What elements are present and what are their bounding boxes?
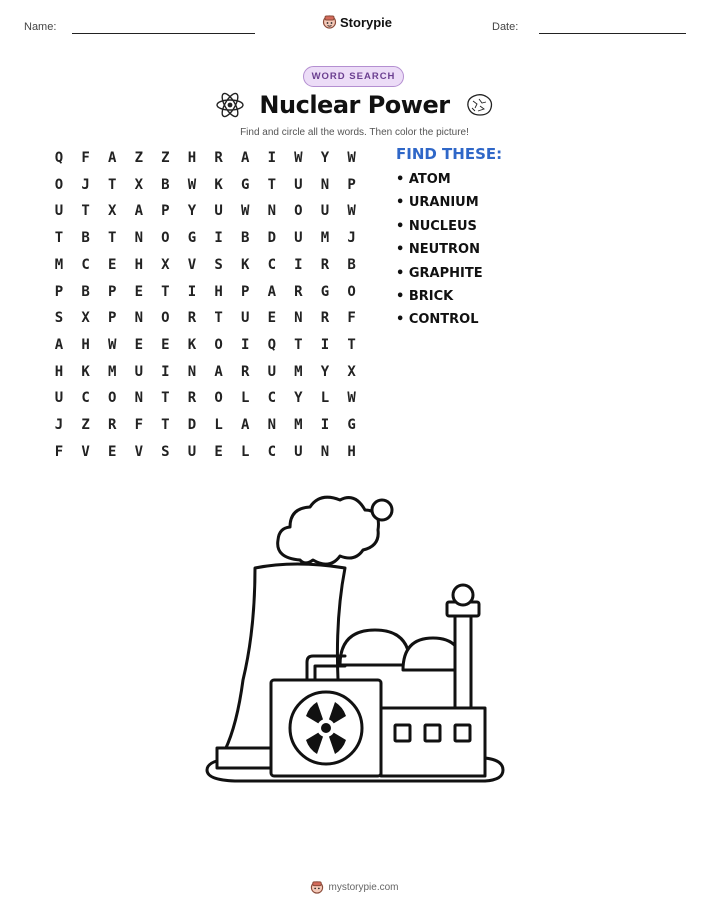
grid-letter[interactable]: O [161,310,170,327]
grid-letter[interactable]: V [81,443,90,460]
grid-letter[interactable]: U [320,203,330,220]
grid-letter[interactable]: T [294,336,303,353]
word-list-item: • BRICK [396,288,454,304]
grid-letter[interactable]: I [161,363,170,380]
grid-letter[interactable]: K [81,363,90,380]
window-2 [425,725,440,741]
smoke-puff [372,500,392,520]
grid-letter[interactable]: R [240,363,250,380]
grid-letter[interactable]: R [187,310,197,327]
grid-letter[interactable]: R [214,150,223,166]
grid-letter[interactable]: N [187,363,197,380]
window-1 [395,725,410,741]
grid-letter[interactable]: O [214,390,223,407]
grid-letter[interactable]: O [294,203,303,220]
grid-letter[interactable]: A [134,203,144,220]
grid-letter[interactable]: T [161,390,170,407]
atom-icon [215,90,245,120]
grid-letter[interactable]: O [161,230,170,247]
grid-letter[interactable]: T [107,176,117,193]
word-list-title: FIND THESE: [396,145,503,163]
grid-letter[interactable]: A [107,150,117,166]
word-list-item: • CONTROL [396,312,479,328]
grid-letter[interactable]: X [81,310,90,327]
grid-letter[interactable]: A [54,336,64,353]
grid-letter[interactable]: B [240,230,250,247]
instructions: Find and circle all the words. Then color the picture! [240,127,469,138]
brand-logo [322,14,392,30]
date-label: Date: [492,21,519,33]
grid-letter[interactable]: T [267,176,277,193]
grid-letter[interactable]: X [134,176,144,193]
grid-letter[interactable]: Y [320,363,330,380]
grid-letter[interactable]: A [267,283,277,300]
grid-letter[interactable]: B [347,256,356,273]
title-row [0,90,709,120]
grid-letter[interactable]: X [107,203,117,220]
grid-letter[interactable]: D [187,417,197,433]
page-title: Nuclear Power [259,91,450,119]
grid-letter[interactable]: R [320,310,330,327]
word-list-item: • URANIUM [396,195,479,211]
grid-letter[interactable]: O [107,390,117,407]
grid-letter[interactable]: U [54,203,64,220]
grid-letter[interactable]: K [214,176,223,193]
grid-letter[interactable]: P [161,203,170,220]
grid-letter[interactable]: N [320,176,330,193]
grid-letter[interactable]: I [267,150,277,166]
grid-letter[interactable]: J [347,230,356,247]
word-search-badge: WORD SEARCH [303,66,404,87]
grid-letter[interactable]: N [134,310,144,327]
grid-letter[interactable]: U [134,363,144,380]
grid-letter[interactable]: I [294,256,303,273]
grid-letter[interactable]: N [294,310,303,327]
grid-letter[interactable]: N [267,417,277,433]
grid-letter[interactable]: L [240,390,250,407]
grid-letter[interactable]: Y [294,390,303,407]
grid-letter[interactable]: M [294,417,303,433]
grid-letter[interactable]: R [320,256,330,273]
grid-letter[interactable]: U [214,203,223,220]
grid-letter[interactable]: E [267,310,277,327]
grid-letter[interactable]: Y [320,150,330,166]
grid-letter[interactable]: A [240,417,250,433]
grid-letter[interactable]: U [267,363,277,380]
grid-letter[interactable]: U [54,390,64,407]
grid-letter[interactable]: O [347,283,356,300]
grid-letter[interactable]: G [347,417,356,433]
grid-letter[interactable]: K [240,256,250,273]
grid-letter[interactable]: H [187,150,197,166]
grid-letter[interactable]: J [54,417,64,433]
word-list-item: • ATOM [396,172,451,187]
grid-letter[interactable]: Z [81,417,90,433]
grid-letter[interactable]: W [187,176,197,193]
grid-letter[interactable]: I [320,336,330,353]
grid-letter[interactable]: O [54,176,64,193]
grid-letter[interactable]: J [81,176,90,193]
grid-letter[interactable]: B [161,176,170,193]
grid-letter[interactable]: T [214,310,223,327]
footer [0,880,709,895]
grid-letter[interactable]: H [81,336,90,353]
footer-site[interactable]: mystorypie.com [328,882,399,893]
grid-letter[interactable]: N [134,230,144,247]
grid-letter[interactable]: A [240,150,250,166]
grid-letter[interactable]: C [267,443,277,460]
grid-letter[interactable]: H [214,283,223,300]
grid-letter[interactable]: C [81,256,90,273]
grid-letter[interactable]: C [267,256,277,273]
grid-letter[interactable]: O [214,336,223,353]
grid-letter[interactable]: M [294,363,303,380]
grid-letter[interactable]: V [187,256,197,273]
grid-letter[interactable]: Z [161,150,170,166]
grid-letter[interactable]: C [267,390,277,407]
grid-letter[interactable]: F [81,150,90,166]
grid-letter[interactable]: H [347,443,356,460]
grid-letter[interactable]: S [161,443,170,460]
grid-letter[interactable]: W [347,390,356,407]
rock-icon [464,92,494,118]
grid-letter[interactable]: T [81,203,90,220]
window-3 [455,725,470,741]
grid-letter[interactable]: T [107,230,117,247]
grid-letter[interactable]: G [240,176,250,193]
grid-letter[interactable]: E [107,443,117,460]
grid-letter[interactable]: R [187,390,197,407]
grid-letter[interactable]: B [81,230,90,247]
grid-letter[interactable]: R [107,417,117,433]
grid-letter[interactable]: L [240,443,250,460]
grid-letter[interactable]: M [54,256,64,273]
grid-letter[interactable]: N [134,390,144,407]
grid-letter[interactable]: M [107,363,117,380]
grid-letter[interactable]: P [240,283,250,300]
grid-letter[interactable]: L [320,390,330,407]
grid-letter[interactable]: T [54,230,64,247]
grid-letter[interactable]: I [320,417,330,433]
grid-letter[interactable]: N [267,203,277,220]
word-list [396,170,483,334]
grid-letter[interactable]: Z [134,150,144,166]
grid-letter[interactable]: M [320,230,330,247]
dome-left [340,630,410,665]
grid-letter[interactable]: U [294,176,303,193]
grid-letter[interactable]: U [294,443,303,460]
grid-letter[interactable]: B [81,283,90,300]
grid-letter[interactable]: L [214,417,223,433]
brand-name: Storypie [340,14,393,30]
grid-letter[interactable]: H [134,256,144,273]
grid-letter[interactable]: Q [267,336,277,353]
grid-letter[interactable]: Y [187,203,197,220]
grid-letter[interactable]: N [320,443,330,460]
grid-letter[interactable]: P [54,283,64,300]
grid-letter[interactable]: I [214,230,223,247]
grid-letter[interactable]: A [214,363,223,380]
date-line[interactable] [539,33,686,34]
grid-letter[interactable]: S [214,256,223,273]
grid-letter[interactable]: S [54,310,64,327]
grid-letter[interactable]: K [187,336,197,353]
grid-letter[interactable]: X [161,256,170,273]
grid-letter[interactable]: F [134,417,144,433]
grid-letter[interactable]: U [240,310,250,327]
grid-letter[interactable]: G [320,283,330,300]
grid-letter[interactable]: D [267,230,277,247]
grid-letter[interactable]: F [347,310,356,327]
grid-letter[interactable]: I [240,336,250,353]
storypie-mascot-icon [310,880,324,895]
word-list-item: • NEUTRON [396,242,480,258]
word-list-item: • GRAPHITE [396,265,483,281]
grid-letter[interactable]: E [214,443,223,460]
grid-letter[interactable]: W [294,150,303,166]
name-label: Name: [24,21,57,33]
chimney-top [453,585,473,605]
grid-letter[interactable]: P [347,176,356,193]
grid-letter[interactable]: W [347,150,356,166]
grid-letter[interactable]: I [187,283,197,300]
grid-letter[interactable]: P [107,310,117,327]
grid-letter[interactable]: W [107,336,117,353]
grid-letter[interactable]: T [161,417,170,433]
grid-letter[interactable]: F [54,443,64,460]
grid-letter[interactable]: E [134,283,144,300]
grid-letter[interactable]: E [134,336,144,353]
grid-letter[interactable]: W [347,203,356,220]
grid-letter[interactable]: X [347,363,356,380]
grid-letter[interactable]: W [240,203,250,220]
grid-letter[interactable]: E [161,336,170,353]
grid-letter[interactable]: P [107,283,117,300]
grid-letter[interactable]: U [294,230,303,247]
grid-letter[interactable]: Q [54,150,64,166]
grid-letter[interactable]: T [347,336,356,353]
grid-letter[interactable]: H [54,363,64,380]
grid-letter[interactable]: T [161,283,170,300]
nuclear-power-plant-illustration [195,480,515,800]
grid-letter[interactable]: U [187,443,197,460]
grid-letter[interactable]: C [81,390,90,407]
word-list-item: • NUCLEUS [396,218,477,234]
tower-base [217,748,277,768]
grid-letter[interactable]: V [134,443,144,460]
name-line[interactable] [72,33,255,34]
smoke-cloud [278,497,379,564]
grid-letter[interactable]: G [187,230,197,247]
storypie-mascot-icon [322,14,337,30]
grid-letter[interactable]: E [107,256,117,273]
grid-letter[interactable]: R [294,283,303,300]
